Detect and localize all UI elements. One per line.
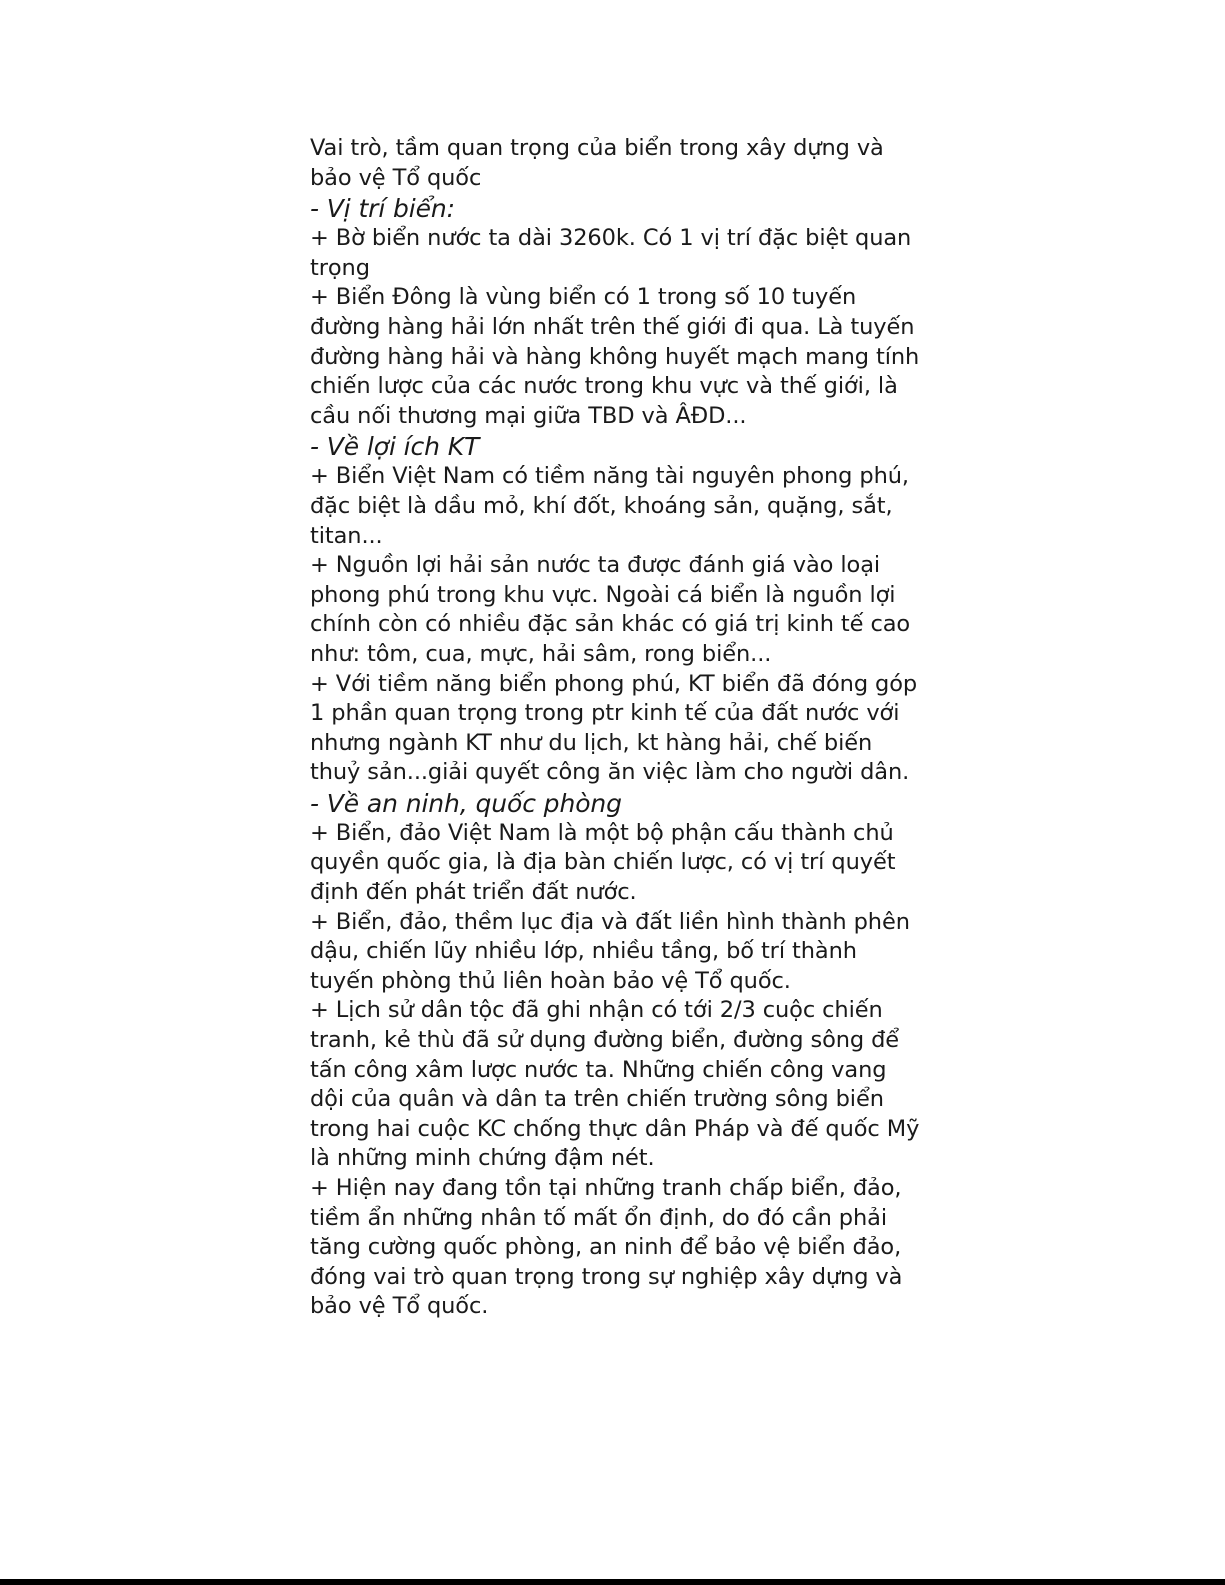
bottom-edge-bar: [0, 1579, 1225, 1585]
intro-line: Vai trò, tầm quan trọng của biển trong xây dựng và bảo vệ Tổ quốc: [310, 135, 884, 191]
bullet-sovereignty: + Biển, đảo Việt Nam là một bộ phận cấu thành chủ quyền quốc gia, là địa bàn chiến lược, có vị trí quyết định đến phát triển đất nước.: [310, 819, 896, 906]
bullet-disputes: + Hiện nay đang tồn tại những tranh chấp biển, đảo, tiềm ẩn những nhân tố mất ổn định, do đó cần phải tăng cường quốc phòng, an ninh để bảo vệ biển đảo, đóng vai trò quan trọng trong sự nghiệp xây dựng và bảo vệ Tổ quốc.: [310, 1175, 903, 1320]
bullet-seafood: + Nguồn lợi hải sản nước ta được đánh giá vào loại phong phú trong khu vực. Ngoài cá biển là nguồn lợi chính còn có nhiều đặc sản khác có giá trị kinh tế cao như: tôm, cua, mực, hải sâm, rong biển...: [310, 552, 911, 667]
section-heading-location: - Vị trí biển:: [310, 194, 455, 224]
bullet-marine-economy: + Với tiềm năng biển phong phú, KT biển đã đóng góp 1 phần quan trọng trong ptr kinh tế của đất nước với nhưng ngành KT như du lịch, kt hàng hải, chế biến thuỷ sản...giải quyết công ăn việc làm cho người dân.: [310, 670, 918, 786]
bullet-coastline: + Bờ biển nước ta dài 3260k. Có 1 vị trí đặc biệt quan trọng: [310, 225, 912, 281]
section-heading-economy: - Về lợi ích KT: [310, 432, 480, 462]
bullet-east-sea-routes: + Biển Đông là vùng biển có 1 trong số 10 tuyến đường hàng hải lớn nhất trên thế giới đi qua. Là tuyến đường hàng hải và hàng không huyết mạch mang tính chiến lược của các nước trong khu vực và thế giới, là cầu nối thương mại giữa TBD và ÂĐD...: [310, 284, 920, 429]
bullet-defense-line: + Biển, đảo, thềm lục địa và đất liền hình thành phên dậu, chiến lũy nhiều lớp, nhiều tầng, bố trí thành tuyến phòng thủ liên hoàn bảo vệ Tổ quốc.: [310, 908, 910, 994]
note-body: [310, 134, 925, 1322]
bullet-history: + Lịch sử dân tộc đã ghi nhận có tới 2/3 cuộc chiến tranh, kẻ thù đã sử dụng đường biển, đường sông để tấn công xâm lược nước ta. Những chiến công vang dội của quân và dân ta trên chiến trường sông biển trong hai cuộc KC chống thực dân Pháp và đế quốc Mỹ là những minh chứng đậm nét.: [310, 997, 920, 1172]
bullet-resources: + Biển Việt Nam có tiềm năng tài nguyên phong phú, đặc biệt là dầu mỏ, khí đốt, khoáng sản, quặng, sắt, titan...: [310, 463, 909, 549]
section-heading-defense: - Về an ninh, quốc phòng: [310, 788, 622, 818]
